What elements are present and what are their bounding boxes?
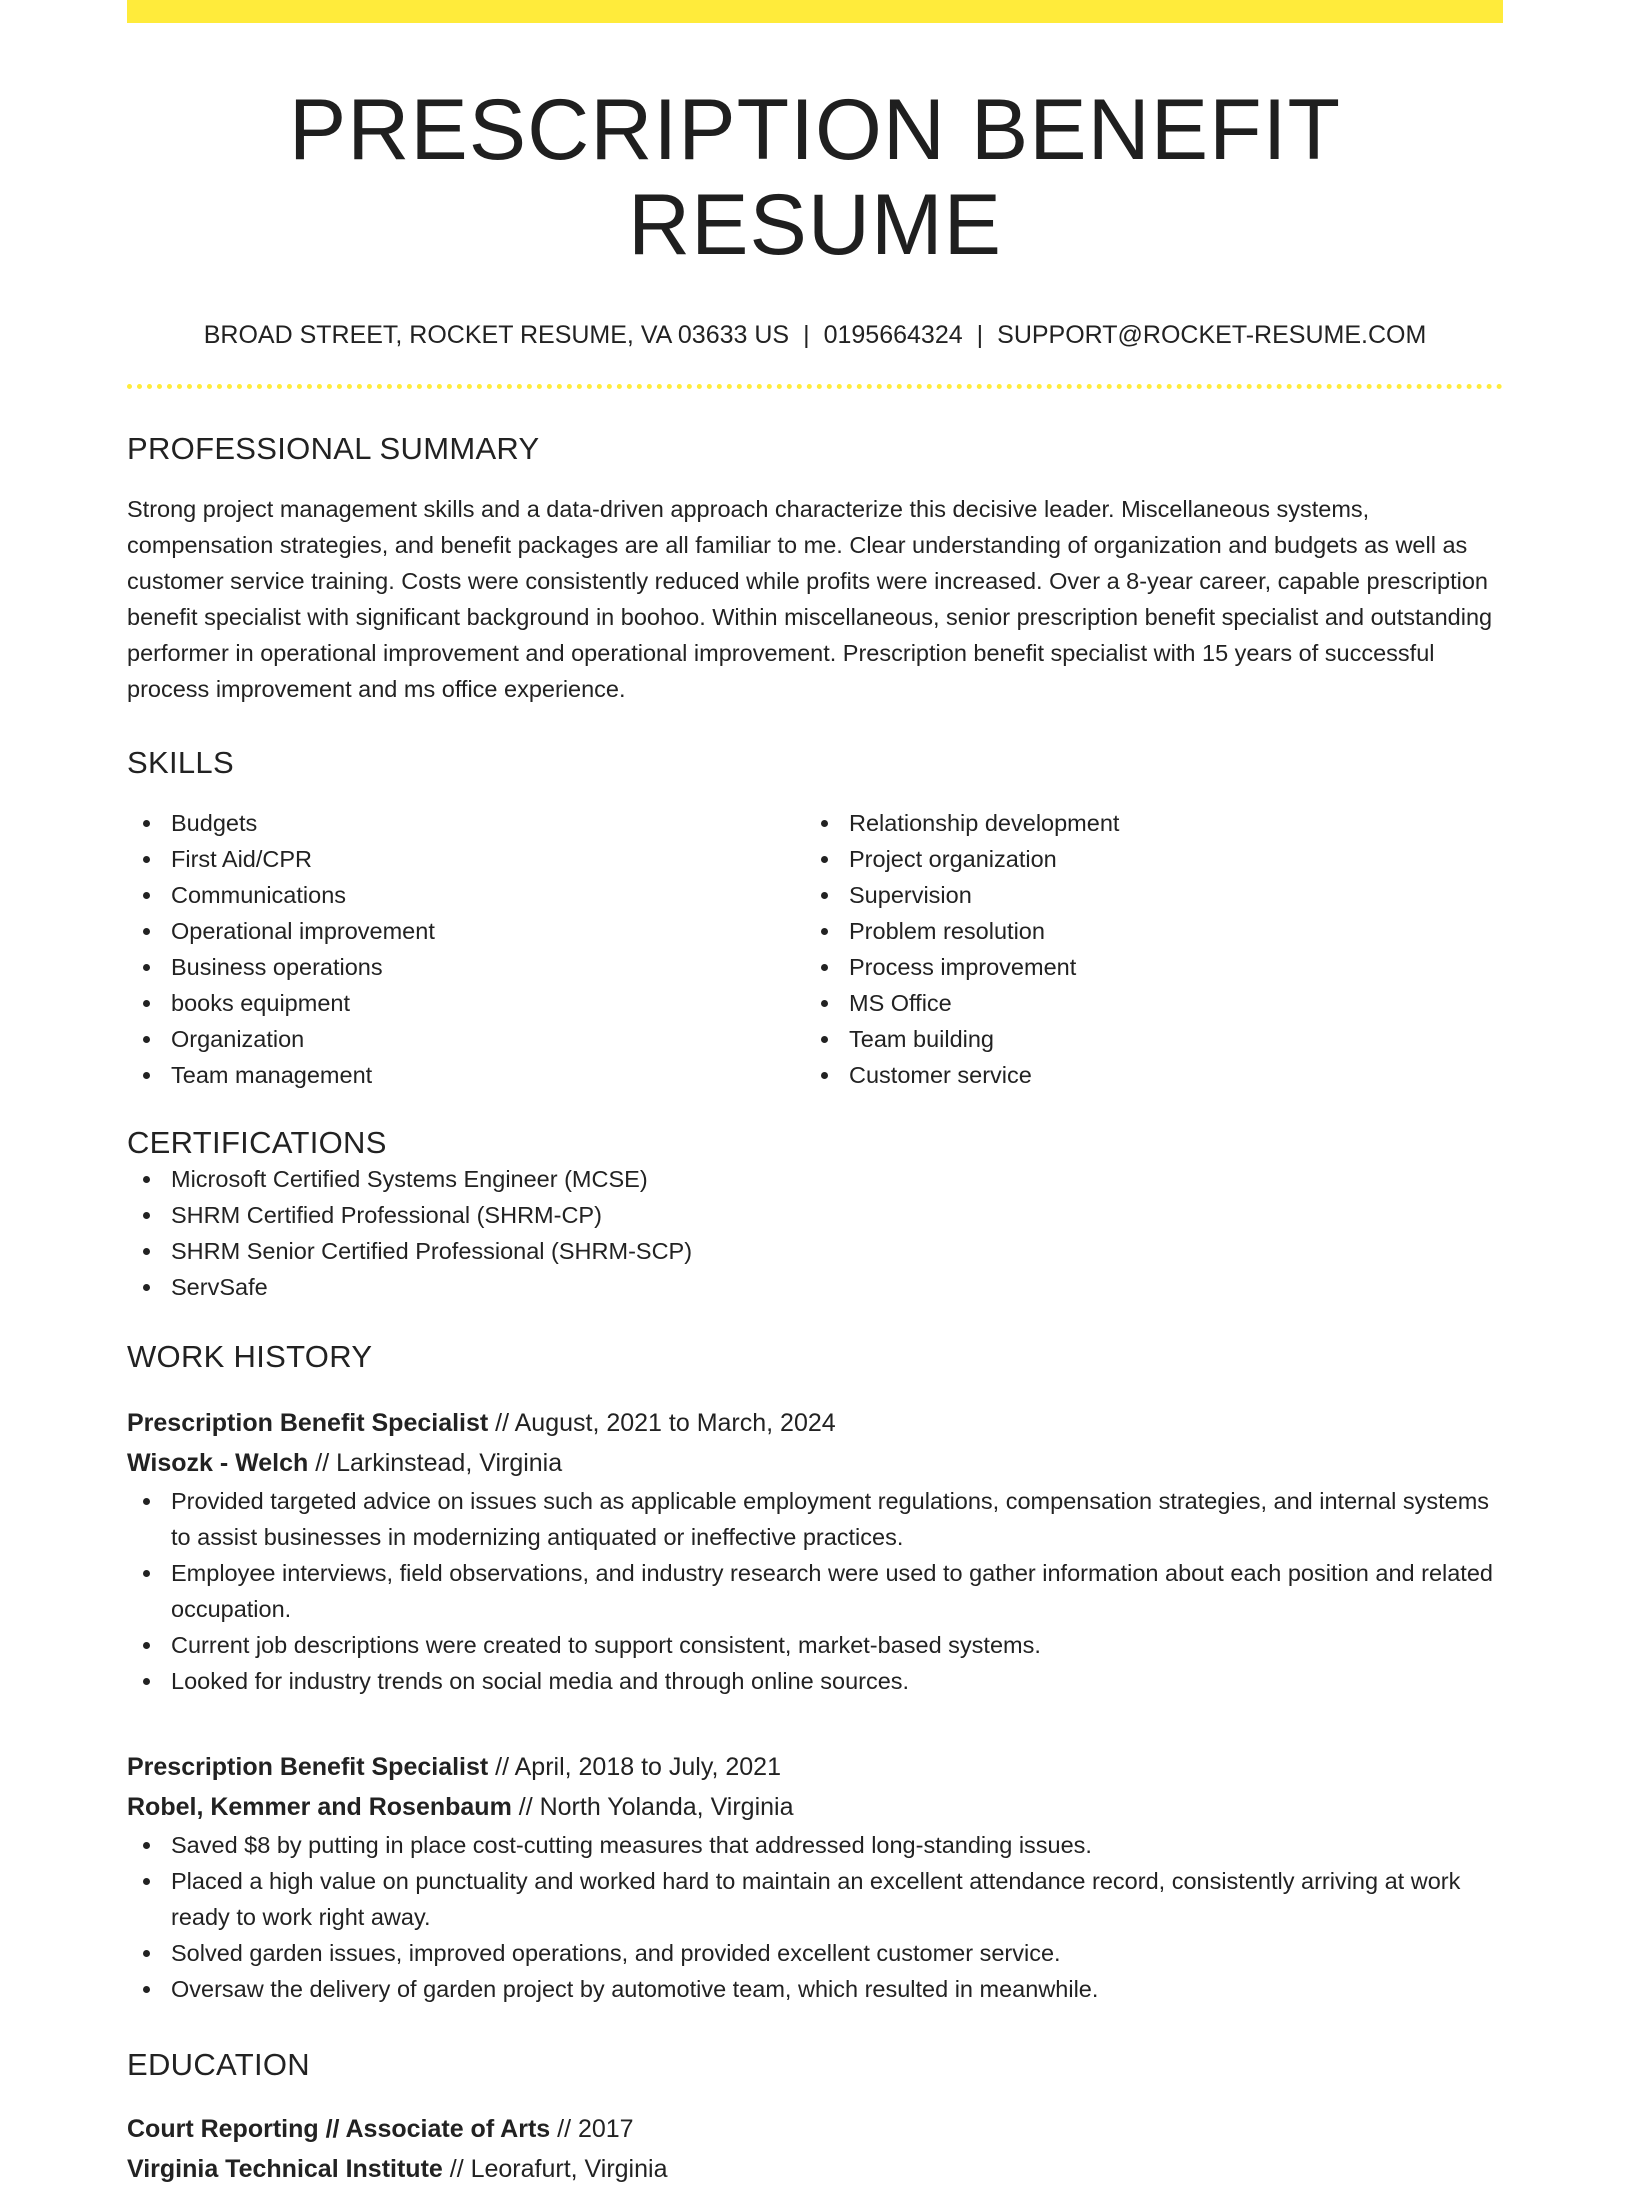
skill-item: Communications (127, 877, 805, 913)
skill-item: Business operations (127, 949, 805, 985)
certification-item: SHRM Senior Certified Professional (SHRM-SCP) (127, 1233, 1503, 1269)
job-dates: // April, 2018 to July, 2021 (488, 1753, 781, 1782)
education-school-line (127, 2149, 1503, 2189)
education-year: // 2017 (550, 2115, 634, 2144)
job-duty: Saved $8 by putting in place cost-cutting measures that addressed long-standing issues. (127, 1827, 1503, 1863)
header-divider (127, 384, 1503, 389)
resume-page (127, 0, 1503, 2189)
job-title-line (127, 1403, 1503, 1443)
contact-email: SUPPORT@ROCKET-RESUME.COM (997, 321, 1427, 350)
contact-address: BROAD STREET, ROCKET RESUME, VA 03633 US (203, 321, 790, 350)
job-duty: Looked for industry trends on social media and through online sources. (127, 1663, 1503, 1699)
job-duty: Provided targeted advice on issues such as applicable employment regulations, compensation strategies, and internal systems to assist businesses in modernizing antiquated or ineffective practices. (127, 1483, 1503, 1555)
certification-item: SHRM Certified Professional (SHRM-CP) (127, 1197, 1503, 1233)
job-title-line (127, 1747, 1503, 1787)
skill-item: books equipment (127, 985, 805, 1021)
skill-item: Process improvement (805, 949, 1483, 985)
job-duty: Placed a high value on punctuality and worked hard to maintain an excellent attendance record, consistently arriving at work ready to work right away. (127, 1863, 1503, 1935)
job-location: // Larkinstead, Virginia (308, 1449, 563, 1478)
skill-item: Organization (127, 1021, 805, 1057)
job-duties (127, 1827, 1503, 2007)
skills-column-left (127, 805, 805, 1093)
skills-column-right (805, 805, 1483, 1093)
education-degree-line (127, 2109, 1503, 2149)
skill-item: Team building (805, 1021, 1483, 1057)
certifications-heading: CERTIFICATIONS (127, 1125, 387, 1161)
job-company: Wisozk - Welch (127, 1449, 309, 1478)
resume-title: PRESCRIPTION BENEFIT RESUME (288, 82, 1342, 273)
job-title: Prescription Benefit Specialist (127, 1753, 489, 1782)
skill-item: Problem resolution (805, 913, 1483, 949)
job-duties (127, 1483, 1503, 1699)
skill-item: Relationship development (805, 805, 1483, 841)
job-entry (127, 1403, 1503, 1699)
education-school: Virginia Technical Institute (127, 2155, 443, 2184)
job-title: Prescription Benefit Specialist (127, 1409, 489, 1438)
summary-text: Strong project management skills and a data-driven approach characterize this decisive leader. Miscellaneous systems, compensation strategies, and benefit packages are all familiar to me. Clear understanding of organization and budgets as well as customer service training. Costs were consistently reduced while profits were increased. Over a 8-year career, capable prescription benefit specialist with significant background in boohoo. Within miscellaneous, senior prescription benefit specialist and outstanding performer in operational improvement and operational improvement. Prescription benefit specialist with 15 years of successful process improvement and ms office experience. (127, 496, 1493, 703)
education-location: // Leorafurt, Virginia (442, 2155, 668, 2184)
job-location: // North Yolanda, Virginia (511, 1793, 794, 1822)
education-heading: EDUCATION (127, 2047, 310, 2083)
education-entry (127, 2109, 1503, 2189)
skill-item: MS Office (805, 985, 1483, 1021)
work-history-heading: WORK HISTORY (127, 1339, 373, 1375)
certifications-list (127, 1161, 1503, 1305)
job-company-line (127, 1787, 1503, 1827)
summary-heading: PROFESSIONAL SUMMARY (127, 431, 540, 467)
skill-item: Supervision (805, 877, 1483, 913)
job-company-line (127, 1443, 1503, 1483)
skill-item: Project organization (805, 841, 1483, 877)
job-dates: // August, 2021 to March, 2024 (488, 1409, 836, 1438)
top-accent-bar (127, 0, 1503, 23)
contact-line (127, 320, 1503, 350)
skill-item: Budgets (127, 805, 805, 841)
skill-item: Customer service (805, 1057, 1483, 1093)
job-duty: Oversaw the delivery of garden project by automotive team, which resulted in meanwhile. (127, 1971, 1503, 2007)
education-degree: Court Reporting // Associate of Arts (127, 2115, 551, 2144)
skills-columns (127, 805, 1503, 1093)
skill-item: Team management (127, 1057, 805, 1093)
job-entry (127, 1747, 1503, 2007)
skills-heading: SKILLS (127, 745, 234, 781)
skill-item: First Aid/CPR (127, 841, 805, 877)
contact-separator: | (976, 321, 984, 350)
certification-item: Microsoft Certified Systems Engineer (MCSE) (127, 1161, 1503, 1197)
contact-separator: | (803, 321, 810, 350)
certification-item: ServSafe (127, 1269, 1503, 1305)
job-duty: Solved garden issues, improved operations, and provided excellent customer service. (127, 1935, 1503, 1971)
job-company: Robel, Kemmer and Rosenbaum (127, 1793, 512, 1822)
skill-item: Operational improvement (127, 913, 805, 949)
contact-phone: 0195664324 (823, 321, 963, 350)
job-duty: Current job descriptions were created to support consistent, market-based systems. (127, 1627, 1503, 1663)
job-duty: Employee interviews, field observations, and industry research were used to gather information about each position and related occupation. (127, 1555, 1503, 1627)
